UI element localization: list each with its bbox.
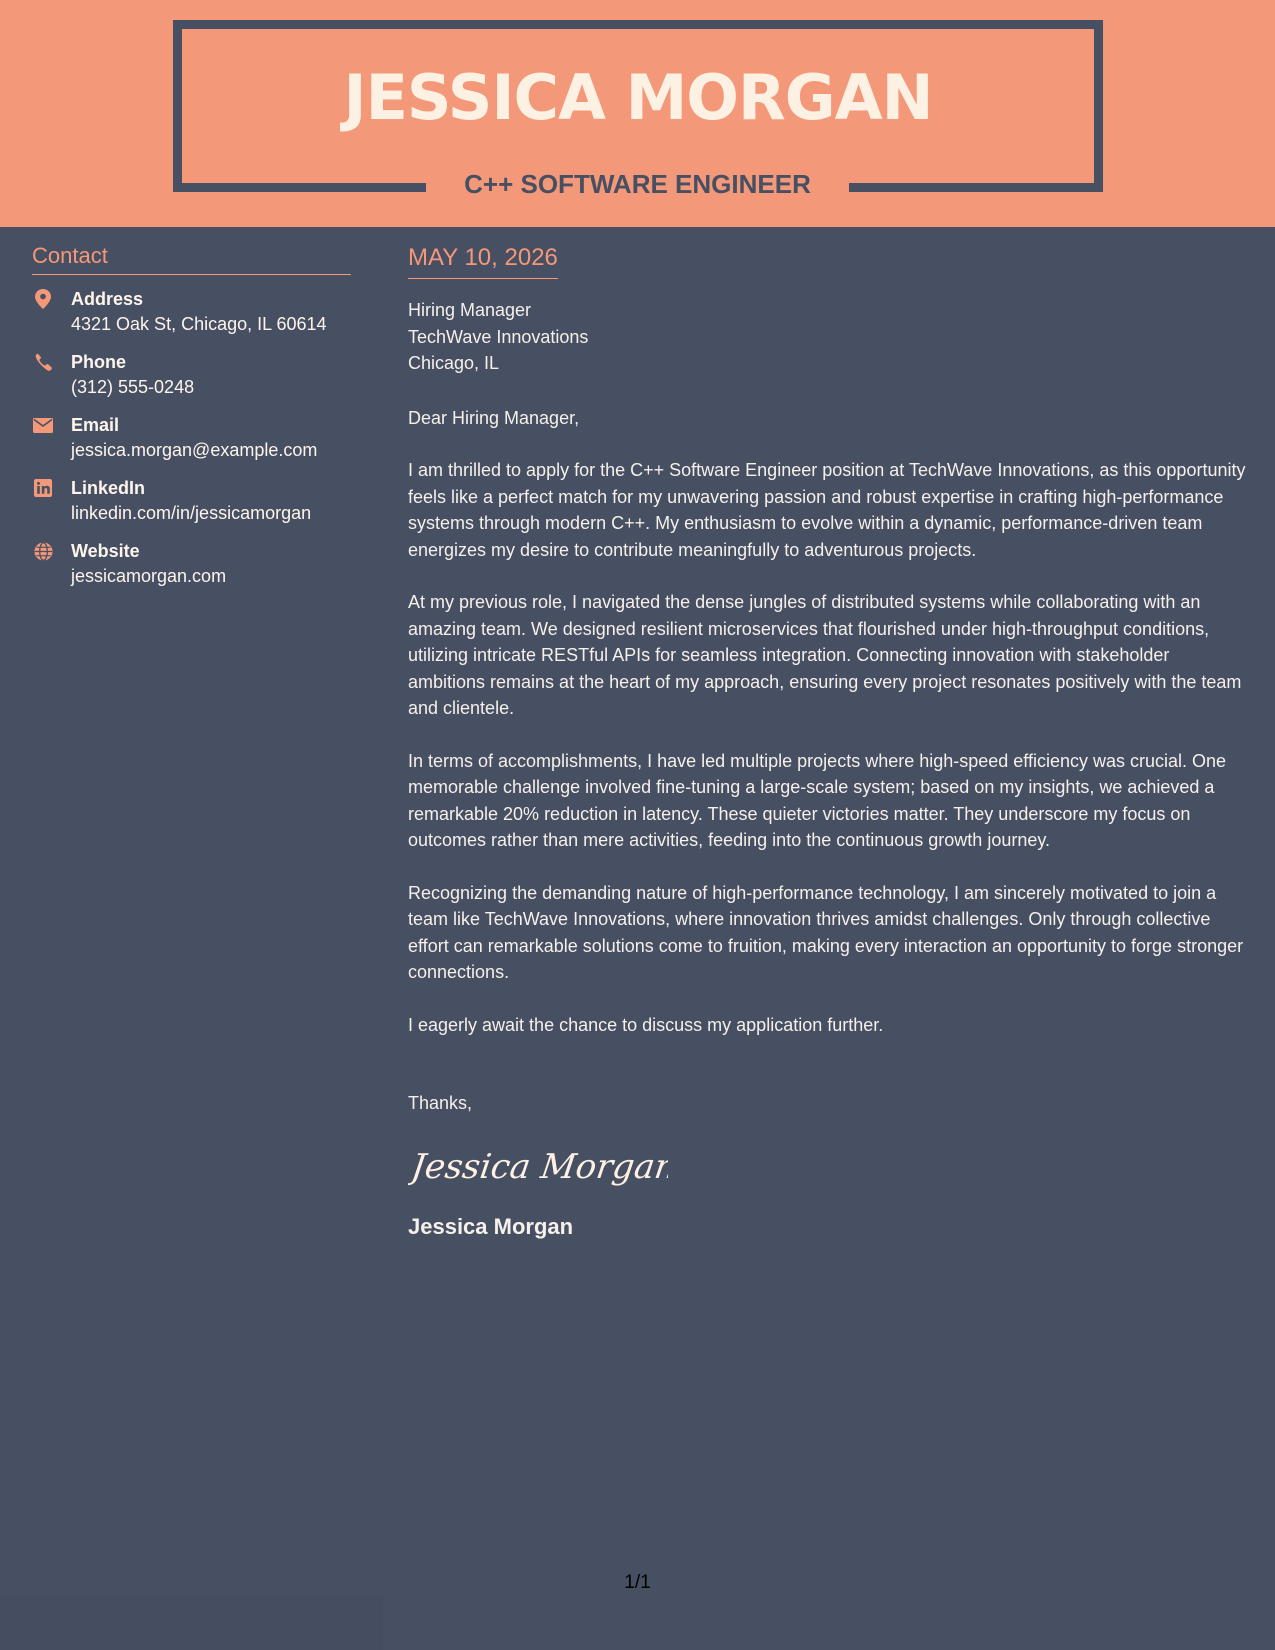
signer-name: Jessica Morgan <box>408 1213 574 1239</box>
linkedin-icon <box>32 477 54 499</box>
contact-item-website <box>32 539 351 602</box>
page-number: 1/1 <box>624 1572 651 1593</box>
recipient-block <box>408 297 1248 377</box>
contact-item-linkedin <box>32 476 351 539</box>
contact-label: LinkedIn <box>71 478 146 498</box>
phone-value: (312) 555-0248 <box>71 377 195 397</box>
salutation: Dear Hiring Manager, <box>408 407 580 428</box>
contact-heading: Contact <box>32 242 351 275</box>
applicant-name: JESSICA MORGAN <box>343 61 933 134</box>
globe-icon <box>32 540 54 562</box>
signature-image <box>408 1135 668 1195</box>
job-title: C++ SOFTWARE ENGINEER <box>464 169 811 199</box>
contact-label: Website <box>71 541 140 561</box>
contact-item-address <box>32 287 351 350</box>
envelope-icon <box>32 414 54 436</box>
contact-sidebar <box>32 242 351 602</box>
paragraph: I am thrilled to apply for the C++ Software Engineer position at TechWave Innovations, as this opportunity feels like a perfect match for my unwavering passion and robust expertise in crafting high-performance systems through modern C++. My enthusiasm to evolve within a dynamic, performance-driven team energizes my desire to contribute meaningfully to adventurous projects. <box>408 460 1246 560</box>
recipient-line: Hiring Manager <box>408 300 532 320</box>
header-banner <box>0 0 1275 227</box>
paragraph: At my previous role, I navigated the dense jungles of distributed systems while collaborating with an amazing team. We designed resilient microservices that flourished under high-throughput conditions, utilizing intricate RESTful APIs for seamless integration. Connecting innovation with stakeholder ambitions remains at the heart of my approach, ensuring every project resonates positively with the team and clientele. <box>408 592 1242 718</box>
contact-list <box>32 287 351 602</box>
contact-item-email <box>32 413 351 476</box>
address-value: 4321 Oak St, Chicago, IL 60614 <box>71 314 327 334</box>
contact-label: Address <box>71 289 144 309</box>
letter-body <box>408 242 1248 1241</box>
handwritten-signature <box>408 1135 1248 1195</box>
svg-text:Jessica Morgan: Jessica Morgan <box>408 1146 668 1187</box>
paragraph: In terms of accomplishments, I have led multiple projects where high-speed efficiency was crucial. One memorable challenge involved fine-tuning a large-scale system; based on my insights, we achieved a remarkable 20% reduction in latency. These quieter victories matter. They underscore my focus on outcomes rather than mere activities, feeding into the continuous growth journey. <box>408 750 1227 850</box>
closing: Thanks, <box>408 1093 473 1113</box>
linkedin-value[interactable]: linkedin.com/in/jessicamorgan <box>71 503 312 523</box>
paragraph: Recognizing the demanding nature of high-performance technology, I am sincerely motivated to join a team like TechWave Innovations, where innovation thrives amidst challenges. Only through collective effort can remarkable solutions come to fruition, making every interaction an opportunity to forge stronger connections. <box>408 882 1244 982</box>
map-pin-icon <box>32 288 54 310</box>
phone-icon <box>32 351 54 373</box>
paragraph: I eagerly await the chance to discuss my application further. <box>408 1014 884 1035</box>
email-value[interactable]: jessica.morgan@example.com <box>71 440 318 460</box>
contact-label: Email <box>71 415 120 435</box>
letter-date: MAY 10, 2026 <box>408 242 558 279</box>
footer-shade <box>0 1595 383 1650</box>
contact-label: Phone <box>71 352 127 372</box>
contact-item-phone <box>32 350 351 413</box>
website-value[interactable]: jessicamorgan.com <box>71 566 227 586</box>
recipient-line: TechWave Innovations <box>408 326 589 347</box>
job-title-wrap <box>426 165 849 205</box>
recipient-line: Chicago, IL <box>408 353 500 373</box>
